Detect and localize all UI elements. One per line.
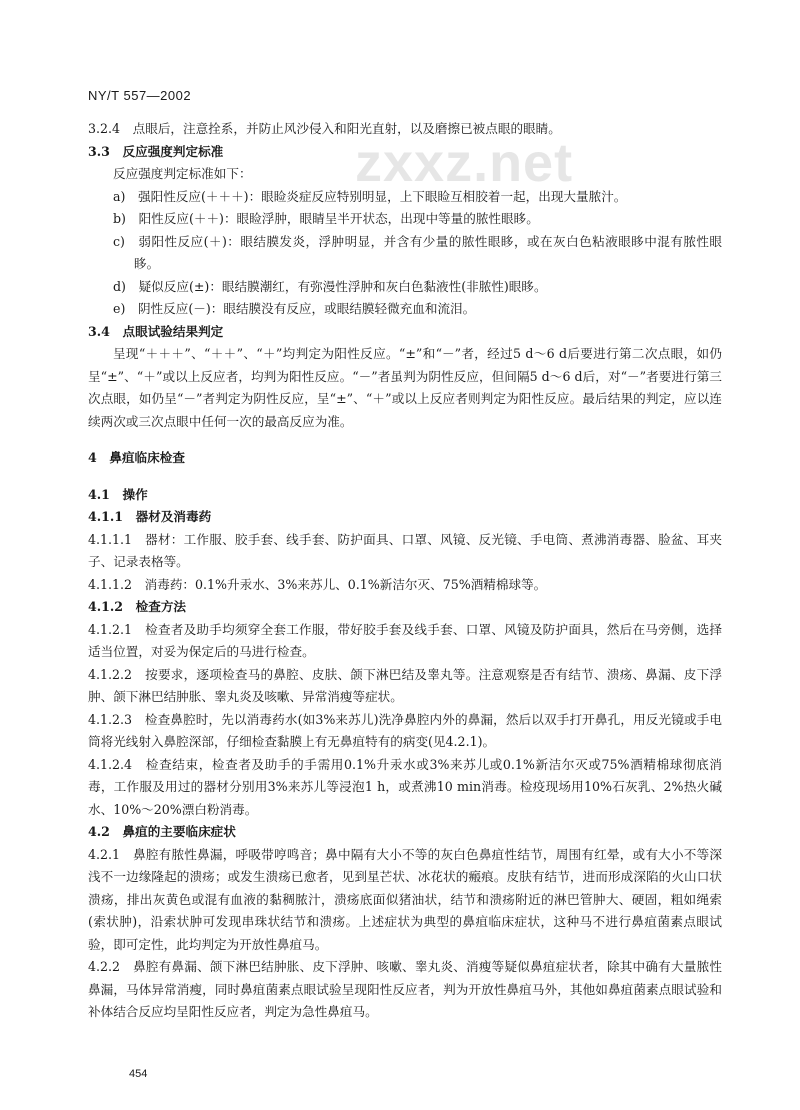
- spacer: [88, 470, 722, 484]
- paragraph: d) 疑似反应(±)：眼结膜潮红，有弥漫性浮肿和灰白色黏液性(非脓性)眼眵。: [113, 278, 547, 294]
- section-heading: 3.4 点眼试验结果判定: [88, 323, 224, 339]
- paragraph: 4.1.1.1 器材：工作服、胶手套、线手套、防护面具、口罩、风镜、反光镜、手电筒、煮沸消毒器、脸盆、耳夹子、记录表格等。: [88, 531, 722, 569]
- section-heading: c) 弱阳性反应(＋)：眼结膜发炎，浮肿明显，并含有少量的脓性眼眵，或在灰白色粘液眼眵中混有脓性眼眵。: [113, 233, 722, 271]
- paragraph: 4.1.2.2 按要求，逐项检查马的鼻腔、皮肤、颌下淋巴结及睾丸等。注意观察是否有结节、溃疡、鼻漏、皮下浮肿、颌下淋巴结肿胀、睾丸炎及咳嗽、异常消瘦等症状。: [88, 666, 722, 704]
- paragraph: 4.2.1 鼻腔有脓性鼻漏，呼吸带哼鸣音；鼻中隔有大小不等的灰白色鼻疽性结节，周围有红晕，或有大小不等深浅不一边缘隆起的溃疡；或发生溃疡已愈者，见到星芒状、冰花状的瘢痕。皮肤有结节，进而形成深陷的火山口状溃疡，排出灰黄色或混有血液的黏稠脓汁，溃疡底面似猪油状，结节和溃疡附近的淋巴管肿大、硬固，粗如绳索(索状肿)，沿索状肿可发现串珠状结节和溃疡。上述症状为典型的鼻疽临床症状，这种马不进行鼻疽菌素点眼试验，即可定性，此均判定为开放性鼻疽马。: [88, 846, 722, 952]
- paragraph: a) 强阳性反应(＋＋＋)：眼睑炎症反应特别明显，上下眼睑互相胶着一起，出现大量脓汁。: [113, 188, 627, 204]
- body-text: [88, 118, 722, 1024]
- paragraph: 4.1.2.3 检查鼻腔时，先以消毒药水(如3%来苏儿)洗净鼻腔内外的鼻漏，然后以双手打开鼻孔，用反光镜或手电筒将光线射入鼻腔深部，仔细检查黏膜上有无鼻疽特有的病变(见4.2.1)。: [88, 711, 722, 749]
- section-heading: 4.1.1 器材及消毒药: [88, 509, 212, 524]
- paragraph: e) 阴性反应(－)：眼结膜没有反应，或眼结膜轻微充血和流泪。: [113, 301, 476, 316]
- paragraph: 反应强度判定标准如下：: [113, 166, 252, 181]
- paragraph: 4.2.2 鼻腔有鼻漏、颌下淋巴结肿胀、皮下浮肿、咳嗽、睾丸炎、消瘦等疑似鼻疽症状者，除其中确有大量脓性鼻漏，马体异常消瘦，同时鼻疽菌素点眼试验呈现阳性反应者，判为开放性鼻疽马外，其他如鼻疽菌素点眼试验和补体结合反应均呈阳性反应者，判定为急性鼻疽马。: [88, 959, 722, 1019]
- section-heading: 4.2 鼻疽的主要临床症状: [88, 824, 236, 839]
- paragraph: b) 阳性反应(＋＋)：眼睑浮肿，眼睛呈半开状态，出现中等量的脓性眼眵。: [113, 211, 539, 226]
- section-heading: 4.1.2 检查方法: [88, 599, 187, 614]
- section-heading: 4.1 操作: [88, 486, 148, 502]
- paragraph: 3.2.4 点眼后，注意拴系，并防止风沙侵入和阳光直射，以及磨擦已被点眼的眼睛。: [88, 121, 561, 136]
- paragraph: 4.1.1.2 消毒药：0.1%升汞水、3%来苏儿、0.1%新洁尔灭、75%酒精棉球等。: [88, 576, 547, 592]
- paragraph: 呈现“＋＋＋”、“＋＋”、“＋”均判定为阳性反应。“±”和“－”者，经过5 d～6 d后要进行第二次点眼，如仍呈“±”、“＋”或以上反应者，均判为阳性反应。“－”者虽判为阴性反应，但间隔5 d～6 d后，对“－”者要进行第三次点眼，如仍呈“－”者判定为阴性反应，呈“±”、“＋”或以上反应者则判定为阳性反应。最后结果的判定，应以连续两次或三次点眼中任何一次的最高反应为准。: [88, 346, 722, 429]
- spacer: [88, 433, 722, 447]
- document-code-header: NY/T 557—2002: [88, 88, 192, 103]
- paragraph: 4.1.2.1 检查者及助手均须穿全套工作服，带好胶手套及线手套、口罩、风镜及防护面具，然后在马旁侧，选择适当位置，对妥为保定后的马进行检查。: [88, 621, 722, 659]
- section-heading: 4 鼻疽临床检查: [88, 450, 185, 465]
- section-heading: 3.3 反应强度判定标准: [88, 143, 224, 159]
- paragraph: 4.1.2.4 检查结束，检查者及助手的手需用0.1%升汞水或3%来苏儿或0.1%新洁尔灭或75%酒精棉球彻底消毒，工作服及用过的器材分别用3%来苏儿等浸泡1 h，或煮沸10 min消毒。检疫现场用10%石灰乳、2%热火碱水、10%～20%漂白粉消毒。: [88, 756, 722, 817]
- watermark: zxxz.net: [355, 133, 574, 193]
- page-number: 454: [129, 1068, 148, 1080]
